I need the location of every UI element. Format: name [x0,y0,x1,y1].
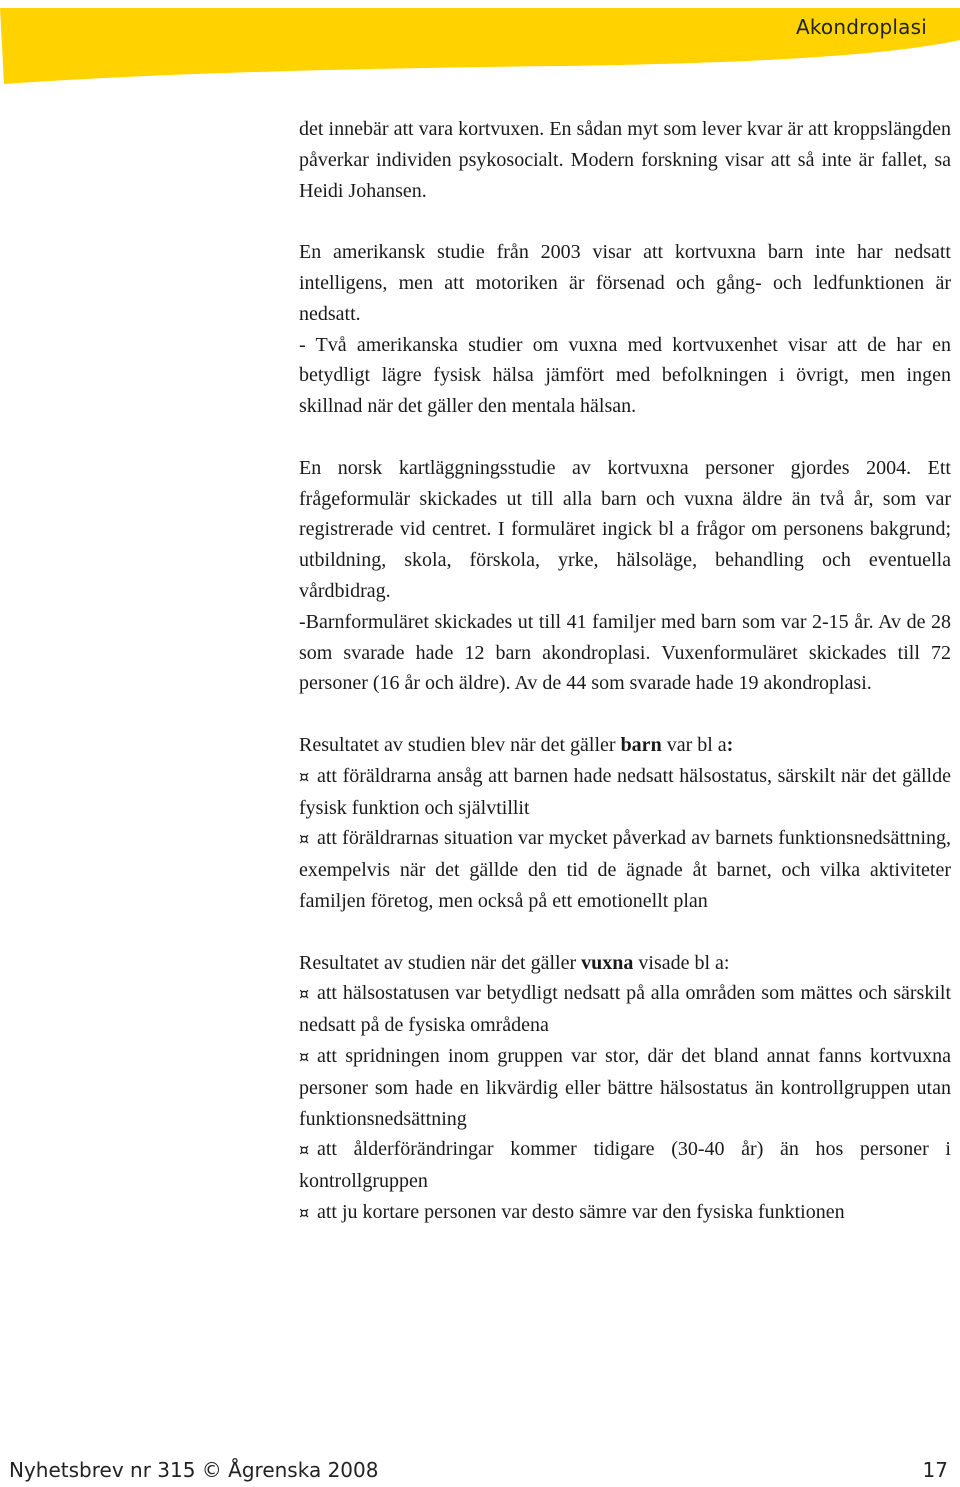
paragraph-gap [299,206,951,237]
bullet-icon: ¤ [299,1202,310,1222]
children-intro-colon: : [726,733,734,756]
bullet-icon: ¤ [299,984,310,1004]
children-bullet-item [299,761,951,824]
adult-intro-before: Resultatet av studien när det gäller [299,951,582,974]
adult-bullet-item [299,1134,951,1197]
paragraph-gap [299,422,951,453]
paragraph-5: -Barnformuläret skickades ut till 41 familjer med barn som var 2-15 år. Av de 28 som svarade hade 12 barn akondroplasi. Vuxenformuläret skickades till 72 personer (16 år och äldre). Av de 44 som svarade hade 19 akondroplasi. [299,610,951,695]
footer-publication: Nyhetsbrev nr 315 © Ågrenska 2008 [9,1458,379,1482]
paragraph-1: det innebär att vara kortvuxen. En sådan myt som lever kvar är att kroppslängden påverkar individen psykosocialt. Modern forskning visar att så inte är fallet, sa Heidi Johansen. [299,118,951,202]
paragraph-3: - Två amerikanska studier om vuxna med kortvuxenhet visar att de har en betydligt lägre fysisk hälsa jämfört med befolkningen i övrigt, men ingen skillnad när det gäller den mentala hälsan. [299,333,951,418]
bullet-icon: ¤ [299,1046,310,1066]
children-bullet-text: att föräldrarnas situation var mycket påverkad av barnets funktionsnedsättning, exempelvis när det gällde den tid de ägnade åt barnet, och vilka aktiviteter familjen företog, men också på ett emotionellt plan [299,827,951,912]
running-header-title: Akondroplasi [795,15,927,39]
paragraph-4: En norsk kartläggningsstudie av kortvuxna personer gjordes 2004. Ett frågeformulär skickades ut till alla barn och vuxna äldre än två år, som var registrerade vid centret. I formuläret ingick bl a frågor om personens bakgrund; utbildning, skola, förskola, yrke, hälsoläge, behandling och eventuella vårdbidrag. [299,456,951,602]
adult-bullet-item [299,978,951,1041]
header-band-shape [0,0,960,86]
paragraph-gap [299,917,951,948]
adult-bullet-item [299,1041,951,1134]
adult-intro-after: visade bl a: [633,951,730,974]
children-intro-before: Resultatet av studien blev när det gäller [299,733,621,756]
bullet-icon: ¤ [299,1140,310,1160]
adult-bullet-text: att hälsostatusen var betydligt nedsatt på alla områden som mättes och särskilt nedsatt på de fysiska områdena [299,982,951,1037]
children-intro-after: var bl a [661,733,727,756]
adult-results-intro [299,948,951,979]
header-band [0,0,960,86]
adult-bullet-text: att ålderförändringar kommer tidigare (30-40 år) än hos personer i kontrollgruppen [299,1138,951,1193]
page-number: 17 [922,1458,948,1482]
children-intro-bold: barn [620,733,662,756]
adult-bullet-text: att ju kortare personen var desto sämre var den fysiska funktionen [317,1200,845,1223]
paragraph-2: En amerikansk studie från 2003 visar att kortvuxna barn inte har nedsatt intelligens, men att motoriken är försenad och gång- och ledfunktionen är nedsatt. [299,241,951,325]
adult-bullet-item [299,1197,951,1229]
article-body [299,114,951,1229]
children-bullet-item [299,823,951,916]
children-results-intro [299,730,951,761]
adult-intro-bold: vuxna [581,951,634,974]
children-bullet-text: att föräldrarna ansåg att barnen hade nedsatt hälsostatus, särskilt när det gällde fysisk funktion och självtillit [299,764,951,819]
bullet-icon: ¤ [299,766,310,786]
paragraph-gap [299,699,951,730]
adult-bullet-text: att spridningen inom gruppen var stor, där det bland annat fanns kortvuxna personer som hade en likvärdig eller bättre hälsostatus än kontrollgruppen utan funktionsnedsättning [299,1044,951,1130]
bullet-icon: ¤ [299,829,310,849]
